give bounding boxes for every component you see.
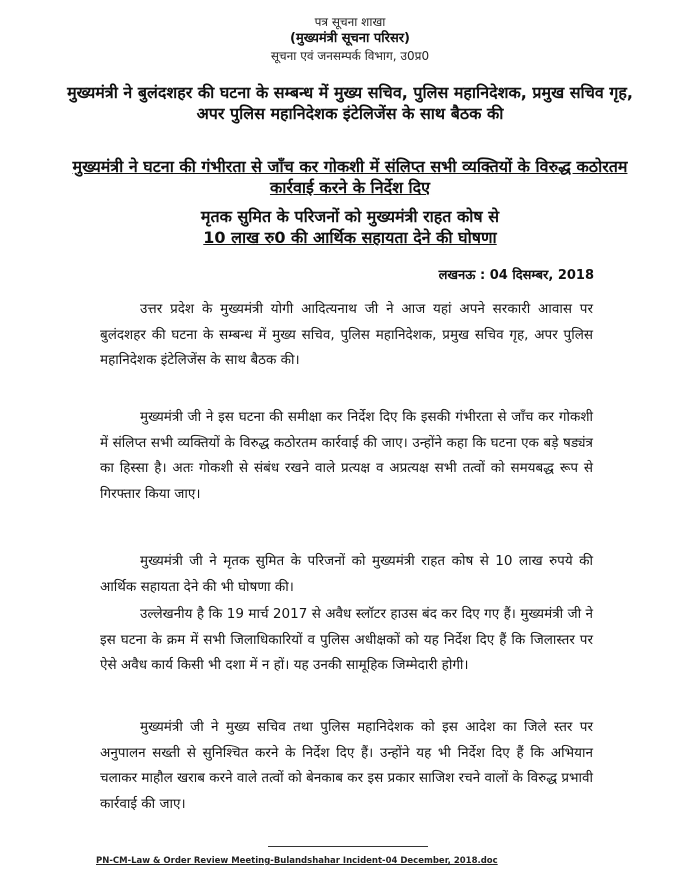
separator-line <box>268 846 428 847</box>
masthead-office: पत्र सूचना शाखा <box>314 15 386 29</box>
body-paragraph: उत्तर प्रदेश के मुख्यमंत्री योगी आदित्यनाथ जी ने आज यहां अपने सरकारी आवास पर बुलंदशहर की घटना के सम्बन्ध में मुख्य सचिव, पुलिस महानिदेशक, प्रमुख सचिव गृह, अपर पुलिस महानिदेशक इंटेलिजेंस के साथ बैठक की। <box>100 301 593 369</box>
body-paragraph: मुख्यमंत्री जी ने मृतक सुमित के परिजनों को मुख्यमंत्री राहत कोष से 10 लाख रुपये की आर्थिक सहायता देने की भी घोषणा की। <box>100 553 593 595</box>
masthead <box>200 14 500 64</box>
body-paragraph: मुख्यमंत्री जी ने इस घटना की समीक्षा कर निर्देश दिए कि इसकी गंभीरता से जाँच कर गोकशी में संलिप्त सभी व्यक्तियों के विरुद्ध कठोरतम कार्रवाई की जाए। उन्होंने कहा कि घटना एक बड़े षड्यंत्र का हिस्सा है। अतः गोकशी से संबंध रखने वाले प्रत्यक्ष व अप्रत्यक्ष सभी तत्वों को समयबद्ध रूप से गिरफ्तार किया जाए। <box>100 409 593 502</box>
footer-filename: PN-CM-Law & Order Review Meeting-Bulandshahar Incident-04 December, 2018.doc <box>96 856 498 866</box>
directive-headline: मुख्यमंत्री ने घटना की गंभीरता से जाँच कर गोकशी में संलिप्त सभी व्यक्तियों के विरुद्ध कठोरतम कार्रवाई करने के निर्देश दिए <box>72 157 628 197</box>
body-paragraph: उल्लेखनीय है कि 19 मार्च 2017 से अवैध स्लॉटर हाउस बंद कर दिए गए हैं। मुख्यमंत्री जी ने इस घटना के क्रम में सभी जिलाधिकारियों व पुलिस अधीक्षकों को यह निर्देश दिए हैं कि जिलास्तर पर ऐसे अवैध कार्य किसी भी दशा में न हों। यह उनकी सामूहिक जिम्मेदारी होगी। <box>100 606 593 674</box>
dateline: लखनऊ : 04 दिसम्बर, 2018 <box>438 268 594 283</box>
announcement-line-2: 10 लाख रु0 की आर्थिक सहायता देने की घोषणा <box>203 228 497 247</box>
announcement-line-1: मृतक सुमित के परिजनों को मुख्यमंत्री राहत कोष से <box>200 207 500 226</box>
main-headline: मुख्यमंत्री ने बुलंदशहर की घटना के सम्बन्ध में मुख्य सचिव, पुलिस महानिदेशक, प्रमुख सचिव गृह, अपर पुलिस महानिदेशक इंटेलिजेंस के साथ बैठक की <box>67 83 633 123</box>
masthead-title: (मुख्यमंत्री सूचना परिसर) <box>290 31 410 46</box>
masthead-department: सूचना एवं जनसम्पर्क विभाग, उ0प्र0 <box>270 49 430 63</box>
body-paragraph: मुख्यमंत्री जी ने मुख्य सचिव तथा पुलिस महानिदेशक को इस आदेश का जिले स्तर पर अनुपालन सख्ती से सुनिश्चित करने के निर्देश दिए हैं। उन्होंने यह भी निर्देश दिए हैं कि अभियान चलाकर माहौल खराब करने वाले तत्वों को बेनकाब कर इस प्रकार साजिश रचने वालों के विरुद्ध प्रभावी कार्रवाई की जाए। <box>100 719 593 812</box>
announcement-headline <box>60 206 640 248</box>
